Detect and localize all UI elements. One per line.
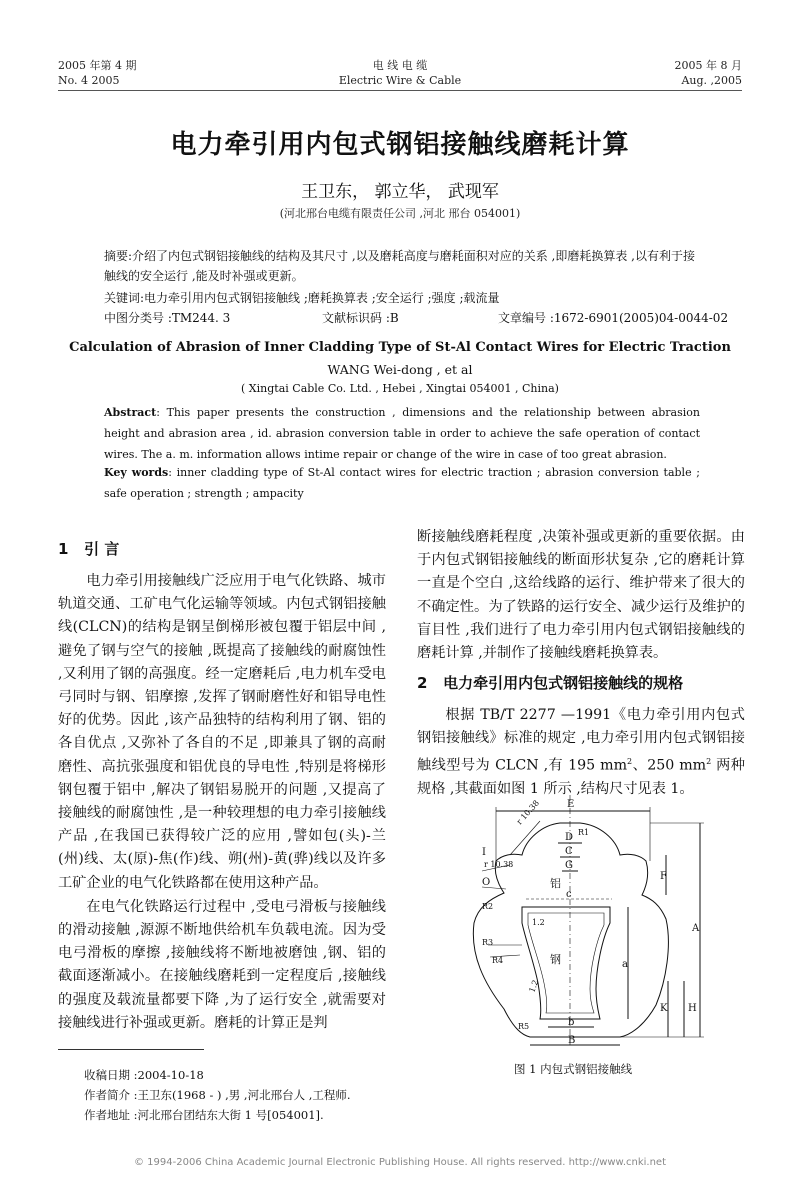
keywords-en [104,462,700,504]
journal-name-en: Electric Wire & Cable [338,74,462,87]
label-r-top: r 10.38 [514,798,542,827]
label-r1: R1 [578,828,590,837]
section-2-heading [417,672,683,693]
abstract-cn [104,246,700,286]
label-g: G [565,860,573,871]
superscript-2b: 2 [706,757,712,767]
footnote-author-bio: 作者简介 :王卫东(1968 - ) ,男 ,河北邢台人 ,工程师. [84,1088,351,1102]
clc-number: 中图分类号 :TM244. 3 [104,311,231,325]
label-r2: R2 [482,902,494,911]
section-1-paragraph-2: 在电气化铁路运行过程中 ,受电弓滑板与接触线的滑动接触 ,源源不断地供给机车负载电流。因为受电弓滑板的摩擦 ,接触线将不断地被磨蚀 ,钢、铝的截面逐渐减小。在接触线磨耗到一定程度后 ,接触线的强度及载流量都要下降 ,为了运行安全 ,就需要对接触线进行补强或更新。磨耗的计算正是判 [58,898,386,1031]
keywords-cn-text: :电力牵引用内包式钢铝接触线 ;磨耗换算表 ;安全运行 ;强度 ;载流量 [140,291,500,305]
section-2-body [417,704,745,802]
label-i: I [482,847,486,858]
header-right [675,58,742,88]
issue-number: No. 4 2005 [58,74,120,87]
label-steel: 钢 [550,953,561,966]
label-a-upper: A [692,923,700,934]
label-h: H [688,1003,697,1014]
abstract-en-label: Abstract [104,406,157,419]
abstract-en [104,402,700,465]
label-o: O [482,877,491,888]
header-rule [58,90,742,91]
label-r-side: r 10.38 [484,860,514,869]
superscript-2a: 2 [627,757,633,767]
label-d: D [565,832,574,843]
section-2-title: 电力牵引用内包式钢铝接触线的规格 [443,674,684,692]
keywords-en-label: Key words [104,466,169,479]
keywords-cn-label: 关键词 [104,291,141,305]
issue-label: 2005 年第 4 期 [58,59,137,72]
label-f: F [660,871,667,882]
label-r4: R4 [492,956,504,965]
abstract-cn-text: :介绍了内包式钢铝接触线的结构及其尺寸 ,以及磨耗高度与磨耗面积对应的关系 ,即磨耗换算表 ,以有利于接触线的安全运行 ,能及时补强或更新。 [104,249,695,283]
section-2-text-a: 根据 TB/T 2277 —1991《电力牵引用内包式钢铝接触线》标准的规定 ,电力牵引用内包式钢铝接触线型号为 CLCN ,有 195 mm [417,707,745,775]
label-a-small: a [622,959,628,970]
pub-date-en: Aug. ,2005 [681,74,742,87]
label-r5: R5 [518,1022,530,1031]
label-thickness-bottom: 1.2 [527,978,541,994]
section-2-number: 2 [417,674,428,692]
paper-title: 电力牵引用内包式钢铝接触线磨耗计算 [170,130,630,160]
section-2-text-b: 、250 mm [632,758,707,775]
section-2-paragraph-1 [417,704,745,802]
left-column [58,570,386,1035]
en-author: WANG Wei-dong , et al [327,362,473,377]
paper-authors: 王卫东， 郭立华， 武现军 [301,182,499,202]
en-title: Calculation of Abrasion of Inner Cladding Type of St-Al Contact Wires for Electric Traction [69,340,731,355]
pub-date-cn: 2005 年 8 月 [674,59,742,72]
abstract-cn-label: 摘要 [104,249,129,263]
label-c-small: c [566,889,572,900]
en-affiliation: ( Xingtai Cable Co. Ltd. , Hebei , Xingtai 054001 , China) [241,382,559,395]
section-1-number: 1 [58,540,69,558]
right-column [417,526,745,665]
figure-1-caption: 图 1 内包式钢铝接触线 [514,1062,633,1076]
section-1-heading [58,538,119,559]
section-1-paragraph-1: 电力牵引用接触线广泛应用于电气化铁路、城市轨道交通、工矿电气化运输等领域。内包式钢铝接触线(CLCN)的结构是钢呈倒梯形被包覆于铝层中间 ,避免了钢与空气的接触 ,既提高了接触线的耐腐蚀性 ,又利用了钢的高强度。经一定磨耗后 ,电力机车受电弓同时与钢、铝摩擦 ,发挥了钢耐磨性好和铝导电性好的优势。因此 ,该产品独特的结构利用了钢、铝的各自优点 ,又弥补了各自的不足 ,即兼具了钢的高耐磨性、高抗张强度和铝优良的导电性 ,特别是将梯形钢包覆于铝中 ,解决了钢铝易脱开的问题 ,又提高了接触线的耐腐蚀性 ,是一种较理想的电力牵引接触线产品 ,在我国已获得较广泛的应用 ,譬如包(头)-兰(州)线、太(原)-焦(作)线、朔(州)-黄(骅)线以及许多工矿企业的电气化铁路都在使用这种产品。 [58,573,386,891]
label-thickness-top: 1.2 [532,918,545,927]
abstract-en-text: : This paper presents the construction , dimensions and the relationship between abrasion height and abrasion area , id. abrasion conversion table in order to achieve the safe operation of contact wires. The a. m. information allows intime repair or change of the wire in case of too great abrasion. [104,406,700,461]
label-r3: R3 [482,938,494,947]
keywords-cn [104,288,700,308]
label-c: C [565,846,573,857]
label-b: B [568,1035,576,1046]
document-code: 文献标识码 :B [322,311,399,325]
article-number: 文章编号 :1672-6901(2005)04-0044-02 [498,311,729,325]
steel-core-inner [528,913,604,1013]
footnote-received: 收稿日期 :2004-10-18 [84,1068,204,1082]
label-b-small: b [568,1017,575,1028]
keywords-en-text: : inner cladding type of St-Al contact wires for electric traction ; abrasion conversion table ; safe operation ; strength ; ampacity [104,466,700,500]
copyright-notice: © 1994-2006 China Academic Journal Electronic Publishing House. All rights reserved. http://www.cnki.net [134,1157,666,1168]
radius-leader-r [510,821,540,855]
section-1-paragraph-3: 断接触线磨耗程度 ,决策补强或更新的重要依据。由于内包式钢铝接触线的断面形状复杂 ,它的磨耗计算一直是个空白 ,这给线路的运行、维护带来了很大的不确定性。为了铁路的运行安全、减少运行及维护的盲目性 ,我们进行了电力牵引用内包式钢铝接触线的磨耗计算 ,并制作了接触线磨耗换算表。 [417,529,745,662]
footnote-rule [58,1049,204,1050]
section-2-text-c: 两种规格 ,其截面如图 1 所示 ,结构尺寸见表 1。 [417,758,745,798]
paper-affiliation: (河北邢台电缆有限责任公司 ,河北 邢台 054001) [279,207,521,220]
section-1-title: 引 言 [84,540,120,558]
figure-1-diagram [460,795,720,1050]
journal-name-cn: 电 线 电 缆 [372,59,428,72]
footnote-address: 作者地址 :河北邢台团结东大街 1 号[054001]. [84,1108,324,1122]
label-e: E [567,799,575,810]
label-k: K [660,1003,668,1014]
label-aluminum: 铝 [550,877,561,890]
